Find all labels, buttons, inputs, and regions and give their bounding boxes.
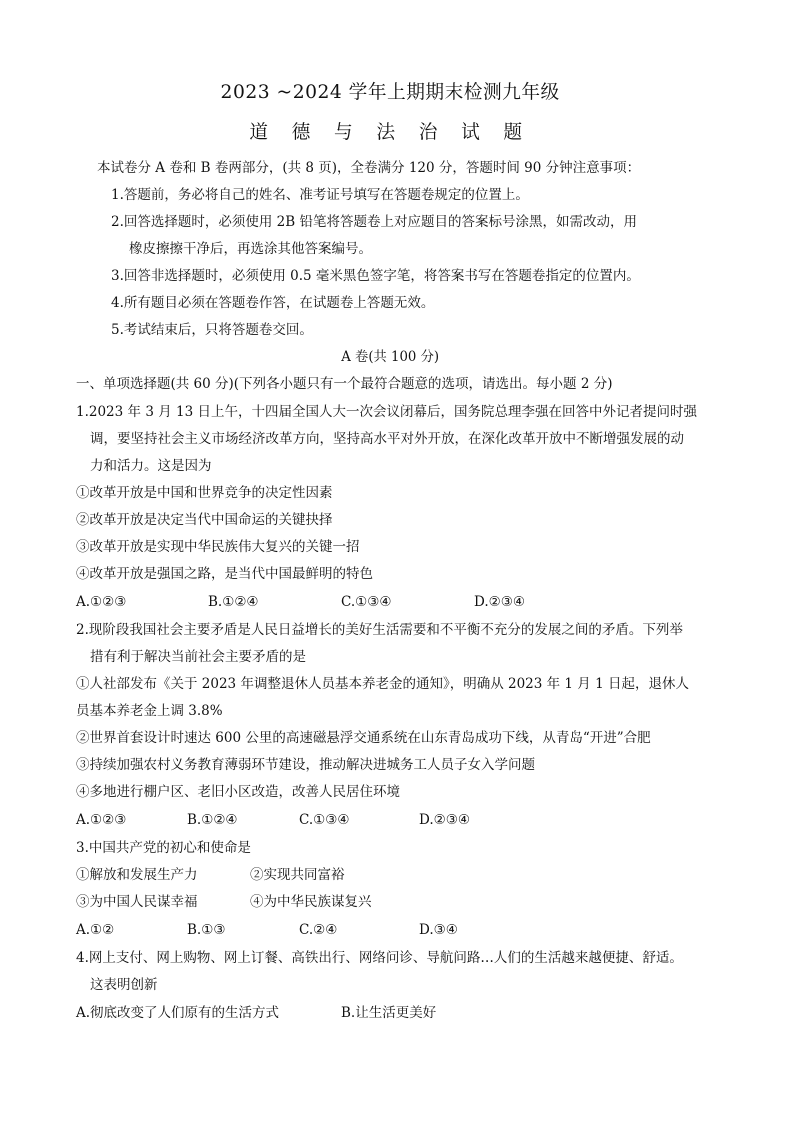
q2-statement: ③持续加强农村义务教育薄弱环节建设，推动解决进城务工人员子女入学问题 xyxy=(76,757,535,773)
part1-heading: 一、单项选择题(共 60 分)(下列各小题只有一个最符合题意的选项，请选出。每小题 2 分) xyxy=(76,376,613,392)
instruction-item: 3.回答非选择题时，必须使用 0.5 毫米黑色签字笔，将答案书写在答题卷指定的位置内。 xyxy=(111,268,640,284)
q1-statement: ④改革开放是强国之路，是当代中国最鲜明的特色 xyxy=(76,566,373,582)
q2-option-c: C.①③④ xyxy=(299,812,350,828)
q1-statement: ③改革开放是实现中华民族伟大复兴的关键一招 xyxy=(76,539,360,555)
q2-statement: ②世界首套设计时速达 600 公里的高速磁悬浮交通系统在山东青岛成功下线，从青岛“开进”合肥 xyxy=(76,730,651,746)
q3-statement: ③为中国人民谋幸福 xyxy=(76,894,198,910)
q1-statement: ②改革开放是决定当代中国命运的关键抉择 xyxy=(76,512,333,528)
q2-option-b: B.①②④ xyxy=(187,812,238,828)
instruction-item: 5.考试结束后，只将答题卷交回。 xyxy=(111,322,313,338)
q3-statement: ④为中华民族谋复兴 xyxy=(250,894,372,910)
q2-stem-line: 措有利于解决当前社会主要矛盾的是 xyxy=(90,649,306,665)
q3-option-c: C.②④ xyxy=(299,922,338,938)
q4-option-a: A.彻底改变了人们原有的生活方式 xyxy=(76,1005,280,1021)
q2-option-a: A.①②③ xyxy=(76,812,127,828)
subject-title: 道 德 与 法 治 试 题 xyxy=(249,121,531,143)
q3-statement: ①解放和发展生产力 xyxy=(76,867,198,883)
q3-stem: 3.中国共产党的初心和使命是 xyxy=(76,840,251,856)
q2-option-d: D.②③④ xyxy=(419,812,470,828)
q1-stem-line: 调，要坚持社会主义市场经济改革方向，坚持高水平对外开放，在深化改革开放中不断增强发展的动 xyxy=(90,431,684,447)
instruction-item: 橡皮擦擦干净后，再选涂其他答案编号。 xyxy=(129,241,372,257)
exam-title: 2023 ~2024 学年上期期末检测九年级 xyxy=(220,81,560,103)
q3-option-b: B.①③ xyxy=(187,922,226,938)
q3-statement: ②实现共同富裕 xyxy=(250,867,345,883)
q2-stem-line: 2.现阶段我国社会主要矛盾是人民日益增长的美好生活需要和不平衡不充分的发展之间的矛盾。下列举 xyxy=(76,622,683,638)
q4-option-b: B.让生活更美好 xyxy=(341,1005,437,1021)
q2-statement: ①人社部发布《关于 2023 年调整退休人员基本养老金的通知》，明确从 2023 年 1 月 1 日起，退休人 xyxy=(76,676,689,692)
instruction-item: 4.所有题目必须在答题卷作答，在试题卷上答题无效。 xyxy=(111,295,435,311)
q1-option-a: A.①②③ xyxy=(76,594,127,610)
q4-stem-line: 4.网上支付、网上购物、网上订餐、高铁出行、网络问诊、导航问路…人们的生活越来越便捷、舒适。 xyxy=(76,950,683,966)
q1-option-d: D.②③④ xyxy=(474,594,525,610)
q1-statement: ①改革开放是中国和世界竞争的决定性因素 xyxy=(76,485,333,501)
instruction-item: 1.答题前，务必将自己的姓名、准考证号填写在答题卷规定的位置上。 xyxy=(111,187,529,203)
q1-stem-line: 1.2023 年 3 月 13 日上午，十四届全国人大一次会议闭幕后，国务院总理李强在回答中外记者提问时强 xyxy=(76,404,697,420)
q2-statement: ④多地进行棚户区、老旧小区改造，改善人民居住环境 xyxy=(76,784,400,800)
section-a-heading: A 卷(共 100 分) xyxy=(341,349,440,365)
instruction-item: 2.回答选择题时，必须使用 2B 铅笔将答题卷上对应题目的答案标号涂黑，如需改动，用 xyxy=(111,214,637,230)
q2-statement: 员基本养老金上调 3.8% xyxy=(76,703,223,719)
q3-option-a: A.①② xyxy=(76,922,115,938)
q3-option-d: D.③④ xyxy=(419,922,458,938)
instructions-intro: 本试卷分 A 卷和 B 卷两部分，(共 8 页)，全卷满分 120 分，答题时间 90 分钟注意事项： xyxy=(97,160,641,176)
q1-stem-line: 力和活力。这是因为 xyxy=(90,458,212,474)
q4-stem-line: 这表明创新 xyxy=(90,977,158,993)
q1-option-b: B.①②④ xyxy=(208,594,259,610)
q1-option-c: C.①③④ xyxy=(341,594,392,610)
